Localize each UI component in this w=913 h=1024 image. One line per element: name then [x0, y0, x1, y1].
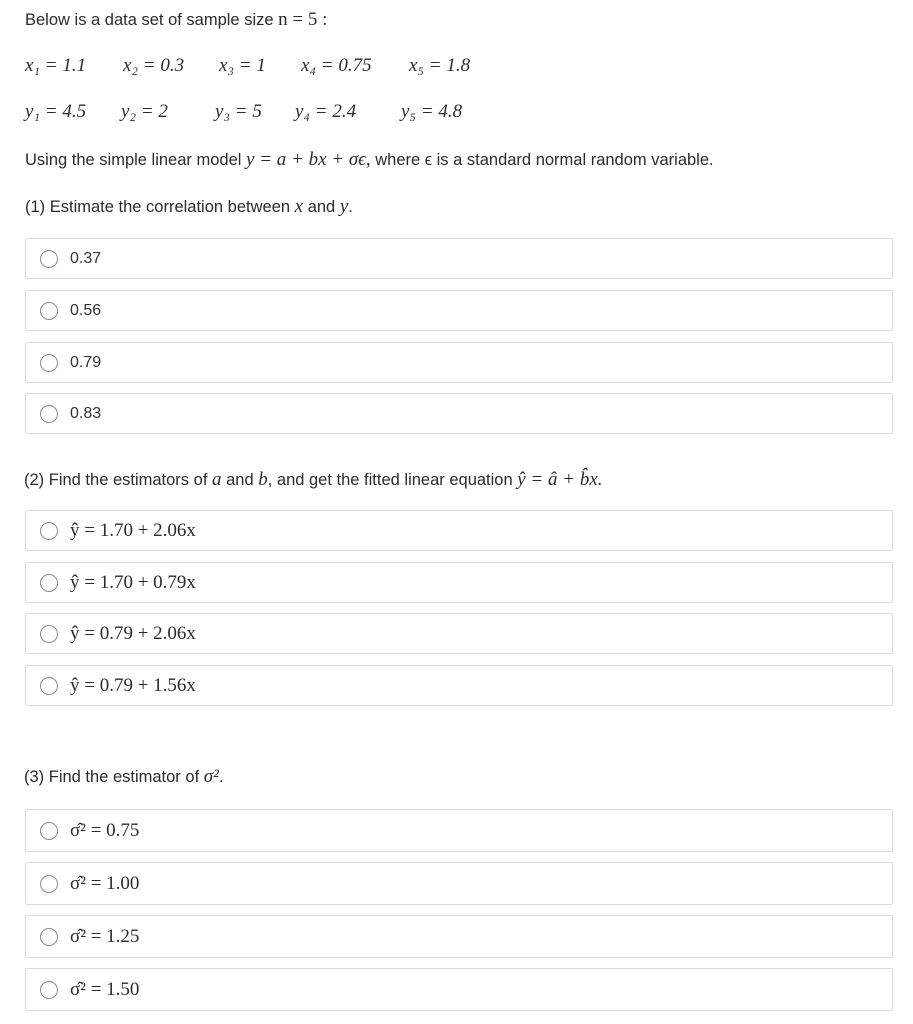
intro-text: Below is a data set of sample size: [25, 11, 274, 29]
model-equation: y = a + bx + σϵ,: [246, 149, 371, 170]
option-equation: σ̂² = 1.00: [70, 872, 140, 894]
model-suffix: where ϵ is a standard normal random variable.: [375, 151, 714, 169]
q2-option-1[interactable]: [25, 510, 893, 551]
q1-var-y: y: [339, 196, 349, 217]
q3-option-1[interactable]: [25, 809, 893, 852]
radio-button[interactable]: [40, 625, 58, 643]
q3-option-2[interactable]: [25, 862, 893, 905]
radio-button[interactable]: [40, 302, 58, 320]
q3-option-4[interactable]: [25, 968, 893, 1011]
model-line: [25, 149, 714, 171]
question-3-text: [24, 766, 223, 788]
option-equation: σ̂² = 0.75: [70, 819, 140, 841]
radio-button[interactable]: [40, 981, 58, 999]
q2-middle: , and get the fitted linear equation: [267, 471, 513, 489]
radio-button[interactable]: [40, 875, 58, 893]
x2-value: x₂ = 0.3: [123, 55, 185, 76]
option-equation: ŷ = 0.79 + 2.06x: [70, 622, 196, 644]
intro-line: [25, 9, 327, 31]
x3-value: x₃ = 1: [219, 55, 266, 76]
q2-var-b: b: [258, 469, 268, 490]
q1-end: .: [348, 198, 353, 216]
radio-button[interactable]: [40, 250, 58, 268]
y4-value: y₄ = 2.4: [295, 101, 357, 122]
radio-button[interactable]: [40, 522, 58, 540]
x5-value: x₅ = 1.8: [409, 55, 471, 76]
y3-value: y₃ = 5: [215, 101, 262, 122]
q2-var-a: a: [212, 469, 222, 490]
q1-option-1[interactable]: [25, 238, 893, 279]
option-label: 0.83: [70, 404, 102, 422]
radio-button[interactable]: [40, 574, 58, 592]
y1-value: y₁ = 4.5: [25, 101, 87, 122]
x1-value: x₁ = 1.1: [25, 55, 87, 76]
q2-prefix: (2) Find the estimators of: [24, 471, 208, 489]
q1-var-x: x: [294, 196, 304, 217]
question-2-text: [24, 469, 603, 491]
radio-button[interactable]: [40, 822, 58, 840]
q1-option-4[interactable]: [25, 393, 893, 434]
x4-value: x₄ = 0.75: [301, 55, 372, 76]
y2-value: y₂ = 2: [121, 101, 168, 122]
q3-end: .: [218, 768, 224, 786]
option-label: 0.56: [70, 301, 102, 319]
radio-button[interactable]: [40, 405, 58, 423]
radio-button[interactable]: [40, 928, 58, 946]
q2-option-3[interactable]: [25, 613, 893, 654]
option-label: 0.79: [70, 353, 102, 371]
q1-prefix: (1) Estimate the correlation between: [25, 198, 291, 216]
q3-option-3[interactable]: [25, 915, 893, 958]
sample-size-expression: n = 5 :: [278, 9, 328, 30]
q1-option-2[interactable]: [25, 290, 893, 331]
q3-sigma-squared: σ²: [203, 766, 219, 787]
q1-and: and: [307, 198, 336, 216]
radio-button[interactable]: [40, 354, 58, 372]
option-equation: σ̂² = 1.25: [70, 925, 140, 947]
q2-option-4[interactable]: [25, 665, 893, 706]
q1-option-3[interactable]: [25, 342, 893, 383]
q3-prefix: (3) Find the estimator of: [24, 768, 200, 786]
option-equation: ŷ = 1.70 + 0.79x: [70, 571, 196, 593]
question-1-text: [25, 196, 353, 218]
q2-option-2[interactable]: [25, 562, 893, 603]
option-label: 0.37: [70, 249, 102, 267]
option-equation: ŷ = 1.70 + 2.06x: [70, 519, 196, 541]
model-prefix: Using the simple linear model: [25, 151, 242, 169]
radio-button[interactable]: [40, 677, 58, 695]
option-equation: σ̂² = 1.50: [70, 978, 140, 1000]
q2-fitted-equation: ŷ = â + b̂x.: [517, 469, 603, 490]
q2-and: and: [226, 471, 254, 489]
y5-value: y₅ = 4.8: [401, 101, 463, 122]
option-equation: ŷ = 0.79 + 1.56x: [70, 674, 196, 696]
